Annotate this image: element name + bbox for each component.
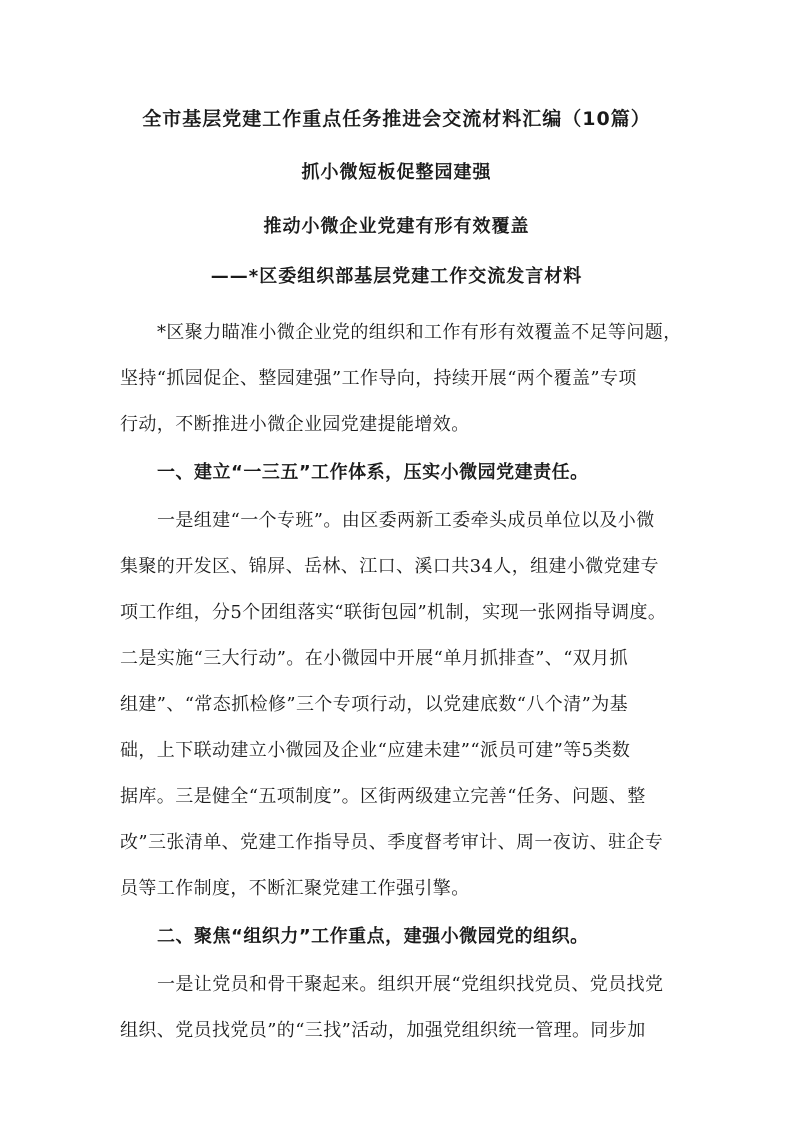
section-heading-1: 一、建立“一三五”工作体系，压实小微园党建责任。 [157, 462, 589, 483]
subtitle-line-2: 推动小微企业党建有形有效覆盖 [263, 216, 530, 237]
document-title: 全市基层党建工作重点任务推进会交流材料汇编（10篇） [142, 108, 651, 130]
intro-line: 坚持“抓园促企、整园建强”工作导向，持续开展“两个覆盖”专项 [120, 368, 637, 389]
section2-line: 组织、党员找党员”的“三找”活动，加强党组织统一管理。同步加 [120, 1020, 646, 1041]
section1-line: 员等工作制度，不断汇聚党建工作强引擎。 [120, 878, 470, 899]
section1-line: 二是实施“三大行动”。在小微园中开展“单月抓排查”、“双月抓 [120, 648, 629, 669]
section1-line: 一是组建“一个专班”。由区委两新工委牵头成员单位以及小微 [157, 510, 655, 531]
section1-line: 础，上下联动建立小微园及企业“应建未建”“派员可建”等5类数 [120, 740, 631, 761]
section2-line: 一是让党员和骨干聚起来。组织开展“党组织找党员、党员找党 [157, 974, 664, 995]
subtitle-byline: ——*区委组织部基层党建工作交流发言材料 [210, 266, 583, 287]
intro-line: *区聚力瞄准小微企业党的组织和工作有形有效覆盖不足等问题， [157, 322, 682, 343]
section1-line: 改”三张清单、党建工作指导员、季度督考审计、周一夜访、驻企专 [120, 832, 664, 853]
section1-line: 集聚的开发区、锦屏、岳林、江口、溪口共34人，组建小微党建专 [120, 556, 659, 577]
section-heading-2: 二、聚焦“组织力”工作重点，建强小微园党的组织。 [157, 926, 589, 947]
intro-line: 行动，不断推进小微企业园党建提能增效。 [120, 414, 470, 435]
section1-line: 项工作组，分5个团组落实“联街包园”机制，实现一张网指导调度。 [120, 602, 667, 623]
section1-line: 组建”、“常态抓检修”三个专项行动，以党建底数“八个清”为基 [120, 694, 629, 715]
section1-line: 据库。三是健全“五项制度”。区街两级建立完善“任务、问题、整 [120, 786, 646, 807]
subtitle-line-1: 抓小微短板促整园建强 [301, 162, 492, 183]
